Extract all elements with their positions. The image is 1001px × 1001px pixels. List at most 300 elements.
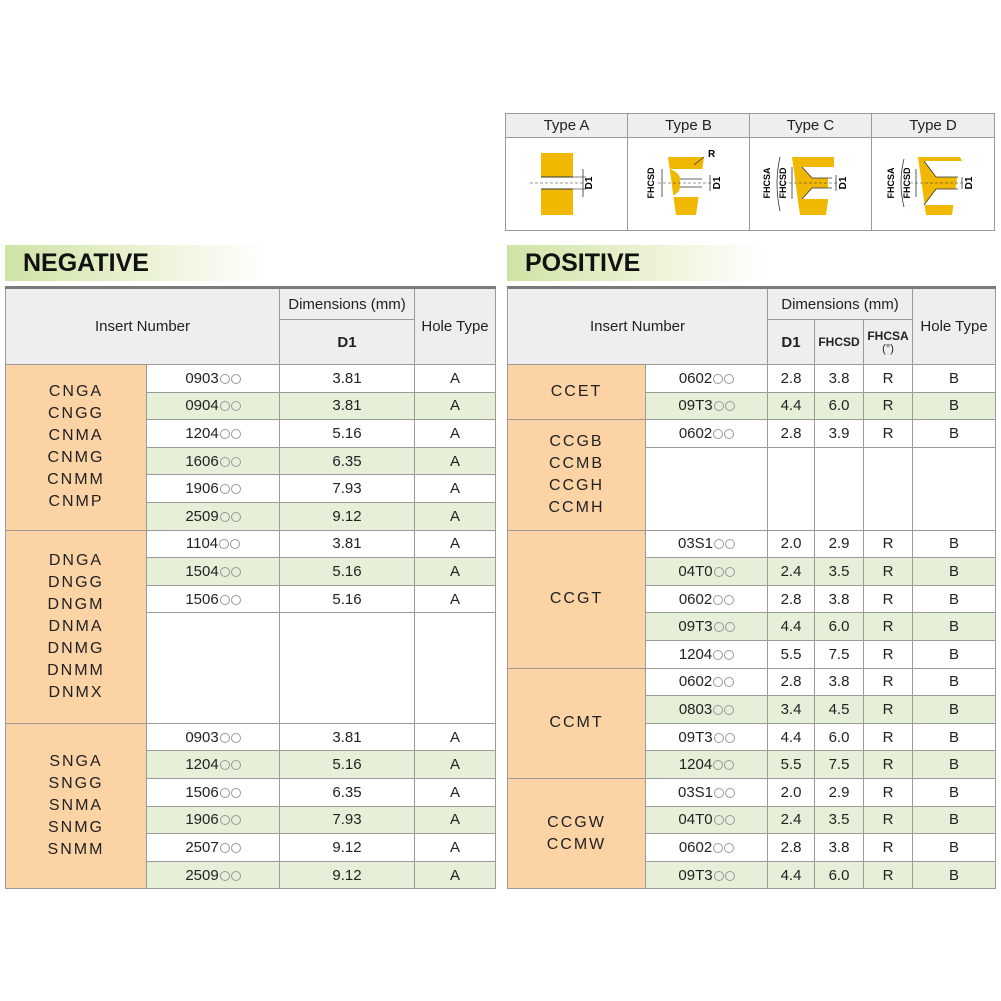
placeholder-circle-icon [714, 622, 724, 632]
legend-type-b-title: Type B [628, 114, 749, 138]
placeholder-circle-icon [724, 374, 734, 384]
neg-cell-d1: 9.12 [280, 861, 415, 889]
pos-cell-hole: B [913, 558, 996, 586]
pos-cell-fhcsd: 6.0 [815, 613, 864, 641]
neg-insert-code [147, 723, 280, 751]
placeholder-circle-icon [231, 871, 241, 881]
pos-insert-code-text: 09T3 [678, 866, 713, 884]
negative-table-body [6, 365, 496, 889]
neg-cell-hole: A [415, 447, 496, 475]
type-b-fhcsd-label: FHCSD [645, 167, 656, 199]
pos-cell-d1: 4.4 [768, 613, 815, 641]
neg-group-name: CNMA [48, 427, 104, 445]
pos-cell-fhcsd: 6.0 [815, 861, 864, 889]
placeholder-circle-icon [713, 843, 723, 853]
placeholder-circle-icon [220, 401, 230, 411]
pos-cell-d1: 2.0 [768, 530, 815, 558]
neg-insert-code-text: 1204 [185, 756, 219, 774]
placeholder-circle-icon [231, 595, 241, 605]
type-d-fhcsa-label: FHCSA [886, 167, 896, 199]
pos-insert-code-text: 0602 [678, 673, 713, 691]
type-c-fhcsa-label: FHCSA [761, 167, 772, 199]
neg-insert-code [147, 475, 280, 503]
placeholder-circle-icon [724, 760, 734, 770]
neg-cell-d1: 5.16 [280, 558, 415, 586]
placeholder-circle-icon [725, 871, 735, 881]
neg-insert-code-text: 1906 [185, 811, 219, 829]
pos-header-fhcsa-unit: (°) [882, 342, 894, 355]
placeholder-circle-icon [231, 374, 241, 384]
pos-table-row [508, 365, 996, 393]
pos-cell-d1: 5.5 [768, 751, 815, 779]
neg-cell-hole: A [415, 392, 496, 420]
pos-insert-code-text: 0602 [678, 838, 713, 856]
neg-group-name: DNMM [47, 661, 105, 679]
pos-insert-code-text: 0602 [678, 369, 713, 387]
placeholder-circle-icon [231, 484, 241, 494]
pos-group-names [508, 668, 646, 778]
neg-cell-hole: A [415, 723, 496, 751]
neg-insert-code [147, 447, 280, 475]
placeholder-circle-icon [725, 788, 735, 798]
legend-type-c-title: Type C [750, 114, 871, 138]
placeholder-circle-icon [713, 595, 723, 605]
pos-insert-code [646, 806, 768, 834]
neg-group-name: DNGA [48, 551, 104, 569]
pos-insert-code-text: 1204 [678, 756, 713, 774]
pos-cell-d1: 2.8 [768, 365, 815, 393]
neg-insert-code-text: 1204 [185, 424, 219, 442]
type-c-d1-label: D1 [837, 176, 849, 190]
placeholder-circle-icon [220, 374, 230, 384]
placeholder-circle-icon [713, 429, 723, 439]
pos-insert-code [646, 392, 768, 420]
placeholder-circle-icon [220, 815, 230, 825]
placeholder-circle-icon [714, 788, 724, 798]
neg-insert-code [147, 778, 280, 806]
pos-cell-d1: 2.4 [768, 806, 815, 834]
neg-cell-hole: A [415, 751, 496, 779]
pos-insert-code-text: 09T3 [678, 618, 713, 636]
pos-cell-fhcsa: R [864, 420, 913, 448]
pos-group-names [508, 420, 646, 530]
pos-cell-hole: B [913, 806, 996, 834]
pos-cell-hole: B [913, 613, 996, 641]
placeholder-circle-icon [725, 733, 735, 743]
pos-insert-code-text: 1204 [678, 645, 713, 663]
pos-insert-code-text: 03S1 [677, 535, 714, 553]
neg-cell-hole: A [415, 420, 496, 448]
pos-insert-code [646, 420, 768, 448]
pos-insert-code [646, 696, 768, 724]
placeholder-circle-icon [220, 595, 230, 605]
type-c-fhcsd-label: FHCSD [777, 167, 788, 199]
neg-insert-code-text: 1906 [185, 480, 219, 498]
placeholder-circle-icon [220, 429, 230, 439]
neg-group-name: DNGM [47, 595, 105, 613]
placeholder-circle-icon [231, 733, 241, 743]
placeholder-circle-icon [724, 429, 734, 439]
pos-insert-code-text: 0602 [678, 424, 713, 442]
neg-insert-code-text: 0904 [185, 397, 219, 415]
neg-insert-code [147, 530, 280, 558]
positive-table [507, 286, 996, 889]
pos-group-name: CCET [550, 383, 603, 401]
pos-cell-d1: 4.4 [768, 861, 815, 889]
pos-cell-hole: B [913, 696, 996, 724]
pos-insert-code [646, 751, 768, 779]
pos-table-row [508, 420, 996, 448]
placeholder-circle-icon [220, 760, 230, 770]
pos-cell-fhcsd: 7.5 [815, 640, 864, 668]
neg-cell-d1: 9.12 [280, 834, 415, 862]
neg-cell-d1: 7.93 [280, 475, 415, 503]
pos-cell-fhcsd: 3.8 [815, 834, 864, 862]
pos-insert-code-text: 0602 [678, 590, 713, 608]
neg-insert-code-text: 2507 [185, 838, 219, 856]
pos-table-row [508, 530, 996, 558]
pos-group-name: CCGH [548, 476, 605, 494]
neg-group-name: CNGA [48, 383, 104, 401]
neg-group-names [6, 723, 147, 889]
pos-insert-code-text: 09T3 [678, 728, 713, 746]
neg-insert-code [147, 392, 280, 420]
neg-group-name: SNMM [47, 841, 105, 859]
placeholder-circle-icon [220, 567, 230, 577]
pos-cell-hole: B [913, 365, 996, 393]
placeholder-circle-icon [220, 512, 230, 522]
neg-group-name: DNGG [48, 573, 104, 591]
pos-group-names [508, 365, 646, 420]
neg-table-row [6, 530, 496, 558]
neg-insert-code-text: 1606 [185, 452, 219, 470]
pos-insert-code-text: 04T0 [678, 811, 713, 829]
pos-cell-fhcsd: 6.0 [815, 723, 864, 751]
legend-type-d [872, 114, 994, 230]
neg-group-names [6, 530, 147, 723]
neg-cell-d1: 3.81 [280, 392, 415, 420]
pos-group-names [508, 778, 646, 888]
placeholder-circle-icon [724, 705, 734, 715]
pos-cell-d1: 2.4 [768, 558, 815, 586]
neg-header-d1: D1 [280, 320, 415, 365]
pos-cell-fhcsd: 2.9 [815, 530, 864, 558]
pos-header-dimensions: Dimensions (mm) [768, 288, 913, 320]
neg-cell-d1: 3.81 [280, 365, 415, 393]
pos-insert-code [646, 778, 768, 806]
neg-insert-code-text: 0903 [185, 369, 219, 387]
placeholder-circle-icon [231, 429, 241, 439]
neg-insert-code [147, 751, 280, 779]
pos-header-insert-number: Insert Number [508, 288, 768, 365]
neg-insert-code [147, 585, 280, 613]
legend-type-d-title: Type D [872, 114, 994, 138]
pos-cell-fhcsa: R [864, 585, 913, 613]
legend-type-c [750, 114, 872, 230]
placeholder-circle-icon [725, 539, 735, 549]
placeholder-circle-icon [231, 843, 241, 853]
placeholder-circle-icon [713, 705, 723, 715]
neg-cell-hole: A [415, 861, 496, 889]
neg-cell-d1: 3.81 [280, 723, 415, 751]
placeholder-circle-icon [231, 788, 241, 798]
neg-group-name: DNMG [47, 639, 105, 657]
pos-cell-d1: 4.4 [768, 392, 815, 420]
pos-cell-hole: B [913, 834, 996, 862]
pos-insert-code [646, 723, 768, 751]
neg-cell-d1: 3.81 [280, 530, 415, 558]
placeholder-circle-icon [231, 401, 241, 411]
placeholder-circle-icon [231, 760, 241, 770]
placeholder-circle-icon [725, 815, 735, 825]
placeholder-circle-icon [725, 401, 735, 411]
neg-group-name: SNMA [48, 797, 104, 815]
neg-cell-hole: A [415, 530, 496, 558]
neg-cell-hole: A [415, 475, 496, 503]
pos-insert-code [646, 558, 768, 586]
negative-title: NEGATIVE [5, 245, 265, 281]
pos-cell-fhcsa: R [864, 365, 913, 393]
legend-type-a [506, 114, 628, 230]
pos-group-name: CCGW [547, 813, 606, 831]
pos-insert-code [646, 613, 768, 641]
pos-cell-fhcsd: 3.8 [815, 365, 864, 393]
neg-header-hole-type: Hole Type [415, 288, 496, 365]
neg-header-dimensions: Dimensions (mm) [280, 288, 415, 320]
pos-empty-cell [913, 447, 996, 530]
neg-group-name: SNGA [49, 753, 103, 771]
neg-cell-hole: A [415, 585, 496, 613]
placeholder-circle-icon [230, 539, 240, 549]
pos-cell-fhcsd: 4.5 [815, 696, 864, 724]
pos-cell-d1: 4.4 [768, 723, 815, 751]
pos-cell-fhcsd: 3.8 [815, 668, 864, 696]
positive-table-body [508, 365, 996, 889]
neg-insert-code [147, 558, 280, 586]
neg-header-insert-number: Insert Number [6, 288, 280, 365]
placeholder-circle-icon [219, 539, 229, 549]
pos-cell-fhcsa: R [864, 778, 913, 806]
placeholder-circle-icon [713, 374, 723, 384]
neg-cell-d1: 5.16 [280, 420, 415, 448]
neg-group-name: SNGG [48, 775, 104, 793]
pos-insert-code [646, 668, 768, 696]
neg-insert-code-text: 1504 [185, 562, 219, 580]
pos-header-fhcsa [864, 320, 913, 365]
pos-cell-hole: B [913, 640, 996, 668]
neg-insert-code [147, 420, 280, 448]
pos-cell-hole: B [913, 392, 996, 420]
placeholder-circle-icon [725, 622, 735, 632]
pos-insert-code [646, 585, 768, 613]
neg-cell-hole: A [415, 778, 496, 806]
placeholder-circle-icon [725, 567, 735, 577]
neg-insert-code [147, 806, 280, 834]
pos-cell-d1: 2.8 [768, 834, 815, 862]
neg-insert-code-text: 1104 [185, 535, 219, 553]
neg-insert-code [147, 861, 280, 889]
pos-cell-fhcsd: 6.0 [815, 392, 864, 420]
pos-group-name: CCMT [549, 714, 604, 732]
pos-cell-fhcsa: R [864, 861, 913, 889]
placeholder-circle-icon [713, 677, 723, 687]
pos-header-hole-type: Hole Type [913, 288, 996, 365]
type-a-d1-label: D1 [583, 176, 595, 190]
pos-insert-code [646, 640, 768, 668]
type-b-d1-label: D1 [711, 176, 723, 190]
pos-empty-cell [646, 447, 768, 530]
pos-cell-d1: 3.4 [768, 696, 815, 724]
placeholder-circle-icon [231, 512, 241, 522]
placeholder-circle-icon [220, 457, 230, 467]
pos-table-row [508, 778, 996, 806]
pos-insert-code [646, 530, 768, 558]
neg-cell-hole: A [415, 365, 496, 393]
placeholder-circle-icon [231, 567, 241, 577]
placeholder-circle-icon [714, 733, 724, 743]
pos-insert-code-text: 0803 [678, 700, 713, 718]
pos-cell-fhcsa: R [864, 530, 913, 558]
neg-cell-hole: A [415, 806, 496, 834]
placeholder-circle-icon [220, 843, 230, 853]
pos-cell-d1: 2.8 [768, 420, 815, 448]
neg-insert-code [147, 365, 280, 393]
pos-cell-d1: 2.8 [768, 585, 815, 613]
pos-cell-fhcsa: R [864, 806, 913, 834]
pos-cell-fhcsa: R [864, 640, 913, 668]
neg-group-name: SNMG [48, 819, 104, 837]
pos-cell-fhcsa: R [864, 613, 913, 641]
neg-insert-code-text: 2509 [185, 507, 219, 525]
pos-cell-hole: B [913, 668, 996, 696]
pos-cell-hole: B [913, 778, 996, 806]
placeholder-circle-icon [220, 871, 230, 881]
neg-cell-d1: 5.16 [280, 585, 415, 613]
placeholder-circle-icon [714, 871, 724, 881]
pos-group-name: CCGT [549, 590, 604, 608]
neg-insert-code-text: 1506 [185, 590, 219, 608]
placeholder-circle-icon [231, 815, 241, 825]
positive-title: POSITIVE [507, 245, 767, 281]
neg-group-name: DNMX [48, 683, 104, 701]
pos-group-names [508, 530, 646, 668]
pos-cell-d1: 5.5 [768, 640, 815, 668]
placeholder-circle-icon [220, 733, 230, 743]
placeholder-circle-icon [724, 677, 734, 687]
neg-empty-cell [415, 613, 496, 723]
neg-cell-d1: 9.12 [280, 502, 415, 530]
pos-cell-fhcsa: R [864, 392, 913, 420]
placeholder-circle-icon [714, 815, 724, 825]
pos-cell-fhcsa: R [864, 751, 913, 779]
pos-group-name: CCMB [548, 454, 605, 472]
pos-header-fhcsa-label: FHCSA [867, 328, 909, 343]
neg-insert-code [147, 502, 280, 530]
placeholder-circle-icon [220, 484, 230, 494]
pos-insert-code-text: 09T3 [678, 397, 713, 415]
pos-cell-fhcsa: R [864, 696, 913, 724]
neg-cell-d1: 7.93 [280, 806, 415, 834]
type-b-diagram [630, 139, 748, 229]
pos-group-name: CCMH [548, 498, 605, 516]
pos-group-name: CCGB [549, 432, 604, 450]
neg-table-row [6, 365, 496, 393]
pos-cell-fhcsd: 3.5 [815, 806, 864, 834]
pos-insert-code [646, 834, 768, 862]
pos-cell-fhcsa: R [864, 723, 913, 751]
placeholder-circle-icon [713, 650, 723, 660]
neg-empty-cell [280, 613, 415, 723]
pos-cell-fhcsd: 2.9 [815, 778, 864, 806]
pos-empty-cell [768, 447, 815, 530]
pos-insert-code-text: 04T0 [678, 562, 713, 580]
pos-cell-fhcsd: 3.9 [815, 420, 864, 448]
legend-type-b [628, 114, 750, 230]
placeholder-circle-icon [724, 843, 734, 853]
pos-header-d1: D1 [768, 320, 815, 365]
neg-cell-hole: A [415, 834, 496, 862]
pos-cell-d1: 2.8 [768, 668, 815, 696]
pos-cell-fhcsd: 7.5 [815, 751, 864, 779]
neg-group-name: DNMA [48, 617, 104, 635]
pos-cell-hole: B [913, 585, 996, 613]
type-a-diagram [508, 139, 626, 229]
pos-insert-code-text: 03S1 [677, 783, 714, 801]
type-d-d1-label: D1 [964, 176, 975, 190]
pos-insert-code [646, 365, 768, 393]
negative-table [5, 286, 496, 889]
neg-group-name: CNMM [47, 471, 105, 489]
pos-header-fhcsd: FHCSD [815, 320, 864, 365]
pos-cell-fhcsd: 3.8 [815, 585, 864, 613]
pos-group-name: CCMW [546, 835, 607, 853]
pos-cell-fhcsa: R [864, 834, 913, 862]
placeholder-circle-icon [714, 401, 724, 411]
placeholder-circle-icon [220, 788, 230, 798]
neg-empty-cell [147, 613, 280, 723]
placeholder-circle-icon [714, 567, 724, 577]
neg-group-name: CNMG [47, 449, 105, 467]
placeholder-circle-icon [231, 457, 241, 467]
neg-group-names [6, 365, 147, 531]
neg-group-name: CNGG [48, 405, 104, 423]
type-b-r-label: R [707, 149, 715, 160]
placeholder-circle-icon [714, 539, 724, 549]
neg-table-row [6, 723, 496, 751]
placeholder-circle-icon [724, 650, 734, 660]
pos-cell-hole: B [913, 420, 996, 448]
neg-insert-code-text: 2509 [185, 866, 219, 884]
neg-insert-code-text: 0903 [185, 728, 219, 746]
type-d-fhcsd-label: FHCSD [902, 167, 912, 199]
pos-cell-hole: B [913, 861, 996, 889]
pos-insert-code [646, 861, 768, 889]
neg-cell-hole: A [415, 558, 496, 586]
pos-cell-hole: B [913, 530, 996, 558]
placeholder-circle-icon [724, 595, 734, 605]
placeholder-circle-icon [713, 760, 723, 770]
pos-cell-fhcsd: 3.5 [815, 558, 864, 586]
neg-cell-d1: 6.35 [280, 447, 415, 475]
neg-cell-hole: A [415, 502, 496, 530]
type-c-diagram [752, 139, 870, 229]
pos-empty-cell [815, 447, 864, 530]
pos-table-row [508, 668, 996, 696]
hole-type-legend [505, 113, 995, 231]
pos-cell-d1: 2.0 [768, 778, 815, 806]
pos-cell-fhcsa: R [864, 558, 913, 586]
pos-empty-cell [864, 447, 913, 530]
